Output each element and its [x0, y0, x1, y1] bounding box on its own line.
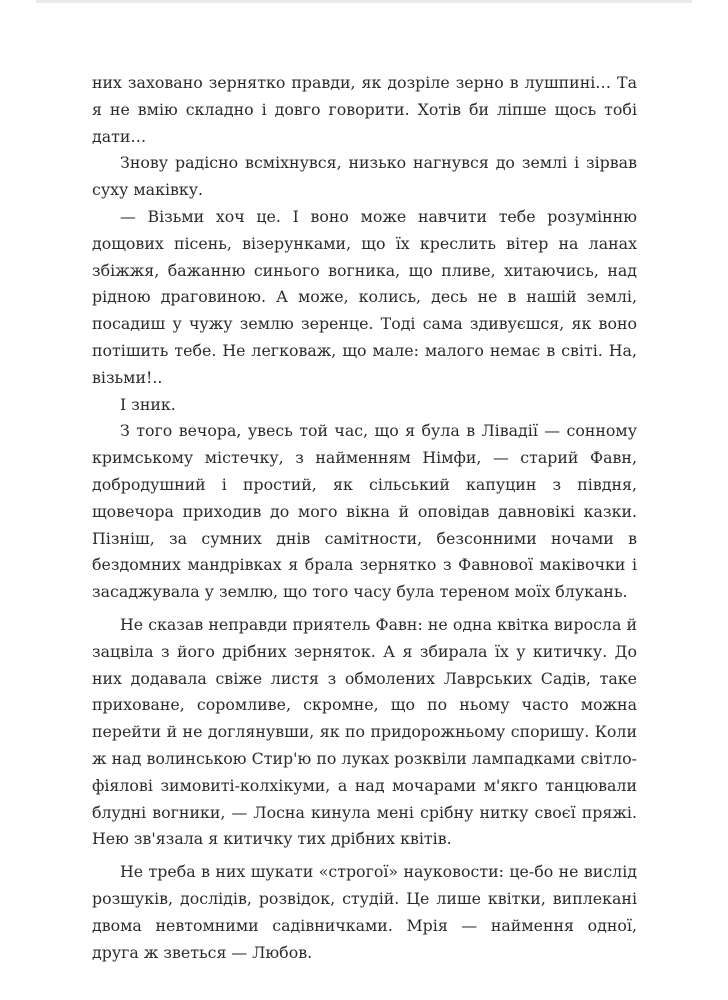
paragraph: Не треба в них шукати «строгої» науковости: це-бо не вислід розшуків, дослідів, розвідок, студій. Це лише квітки, виплекані двома невтомними садівничками. Мрія — наймення одної, друга ж зветься — Любов.: [92, 862, 637, 962]
paragraph: них заховано зернятко правди, як дозріле зерно в лушпині… Та я не вмію складно і довго говорити. Хотів би ліпше щось тобі дати…: [92, 73, 637, 146]
paragraph: Не сказав неправди приятель Фавн: не одна квітка виросла й зацвіла з його дрібних зерняток. А я збирала їх у китичку. До них додавала свіже листя з обмолених Лаврських Садів, таке приховане, соромливе, скромне, що по ньому часто можна перейти й не доглянувши, як по придорожньому споришу. Коли ж над волинською Стир'ю по луках розквіли лампадками світло-фіялові зимовиті-колхікуми, а над мочарами м'якго танцювали блудні вогники, — Лосна кинула мені срібну нитку своєї пряжі. Нею зв'язала я китичку тих дрібних квітів.: [92, 614, 637, 849]
paragraph: З того вечора, увесь той час, що я була в Лівадії — сонному кримському містечку, з найменням Німфи, — старий Фавн, добродушний і простий, як сільський капуцин з півдня, щовечора приходив до мого вікна й оповідав давновікі казки. Пізніш, за сумних днів самітности, безсонними ночами в бездомних мандрівках я брала зернятко з Фавнової маківочки і засаджувала у землю, що того часу була тереном моїх блукань.: [92, 421, 637, 602]
paragraph: І зник.: [120, 394, 176, 414]
page-top-edge: [36, 0, 692, 3]
paragraph: Знову радісно всміхнувся, низько нагнувся до землі і зірвав суху маківку.: [92, 153, 637, 200]
paragraph: — Візьми хоч це. І воно може навчити тебе розумінню дощових пісень, візерунками, що їх креслить вітер на ланах збіжжя, бажанню синього вогника, що пливе, хитаючись, над рідною драговиною. А може, колись, десь не в нашій землі, посадиш у чужу землю зеренце. Тоді сама здивуєшся, як воно потішить тебе. Не легковаж, що мале: малого немає в світі. На, візьми!..: [92, 206, 637, 387]
page-body: [92, 70, 637, 966]
